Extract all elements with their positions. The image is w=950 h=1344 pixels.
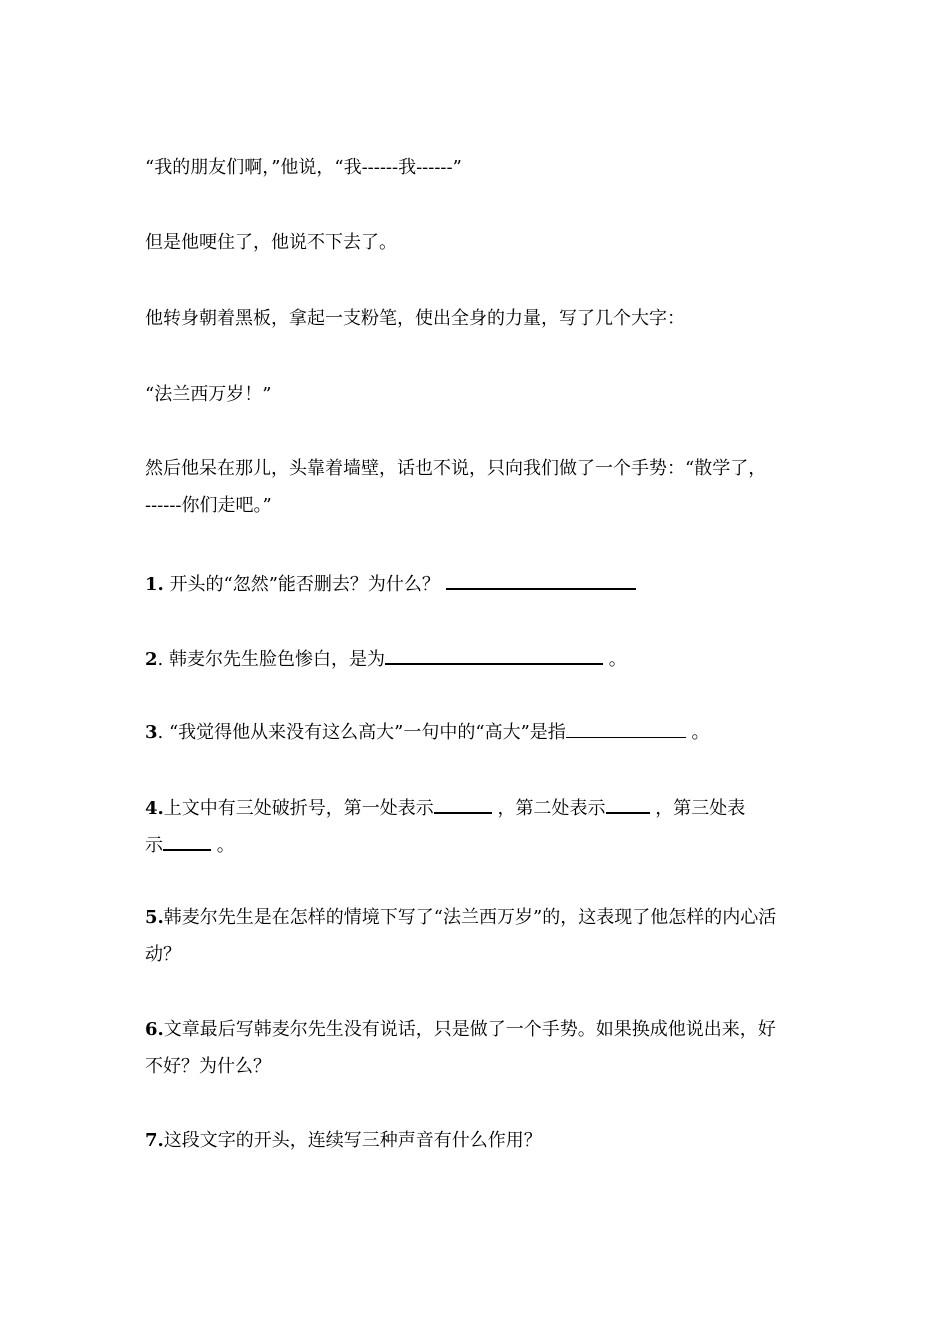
passage-paragraph-5-line-2: ------你们走吧。”: [145, 495, 272, 516]
question-number: 5.: [145, 907, 164, 928]
question-text: 上文中有三处破折号，第一处表示: [163, 798, 434, 819]
answer-blank[interactable]: [446, 570, 636, 590]
answer-blank-2[interactable]: [606, 794, 650, 814]
question-2: [145, 645, 627, 672]
question-text: . 韩麦尔先生脸色惨白，是为: [157, 649, 385, 670]
question-text: . “我觉得他从来没有这么高大”一句中的“高大”是指: [157, 722, 566, 743]
question-1: [145, 570, 636, 597]
question-number: 4.: [145, 798, 164, 819]
question-text: 文章最后写韩麦尔先生没有说话，只是做了一个手势。如果换成他说出来，好: [163, 1019, 776, 1040]
question-number: 1.: [145, 574, 164, 595]
question-text: 开头的“忽然”能否删去？为什么？: [163, 574, 440, 595]
question-text: ，第三处表: [655, 798, 746, 819]
passage-paragraph-2: 但是他哽住了，他说不下去了。: [145, 232, 397, 253]
question-6-line-2: 不好？为什么？: [145, 1056, 271, 1077]
question-5-line-1: [145, 906, 776, 930]
question-4-line-1: [145, 794, 745, 821]
passage-paragraph-1: “我的朋友们啊，”他说，“我------我------”: [145, 157, 462, 178]
answer-blank[interactable]: [385, 645, 603, 665]
question-7: [145, 1129, 542, 1153]
passage-paragraph-4: “法兰西万岁！”: [145, 384, 272, 405]
question-text: 这段文字的开头，连续写三种声音有什么作用？: [163, 1130, 542, 1151]
answer-blank[interactable]: [566, 719, 686, 738]
question-5-line-2: 动？: [145, 944, 181, 965]
question-number: 2: [145, 649, 158, 670]
question-3: [145, 719, 710, 745]
question-6-line-1: [145, 1018, 776, 1042]
question-end-mark: 。: [691, 722, 710, 743]
passage-paragraph-3: 他转身朝着黑板，拿起一支粉笔，使出全身的力量，写了几个大字：: [145, 308, 685, 329]
question-number: 3: [145, 722, 158, 743]
passage-paragraph-5-line-1: 然后他呆在那儿，头靠着墙壁，话也不说，只向我们做了一个手势：“散学了，: [145, 458, 767, 479]
question-text: 示: [145, 835, 163, 856]
question-text: ，第二处表示: [497, 798, 606, 819]
question-number: 7.: [145, 1130, 164, 1151]
question-end-mark: 。: [216, 835, 235, 856]
question-end-mark: 。: [608, 649, 627, 670]
answer-blank-3[interactable]: [163, 831, 211, 851]
answer-blank-1[interactable]: [434, 794, 492, 814]
question-text: 韩麦尔先生是在怎样的情境下写了“法兰西万岁”的，这表现了他怎样的内心活: [163, 907, 777, 928]
question-number: 6.: [145, 1019, 164, 1040]
question-4-line-2: [145, 831, 235, 858]
